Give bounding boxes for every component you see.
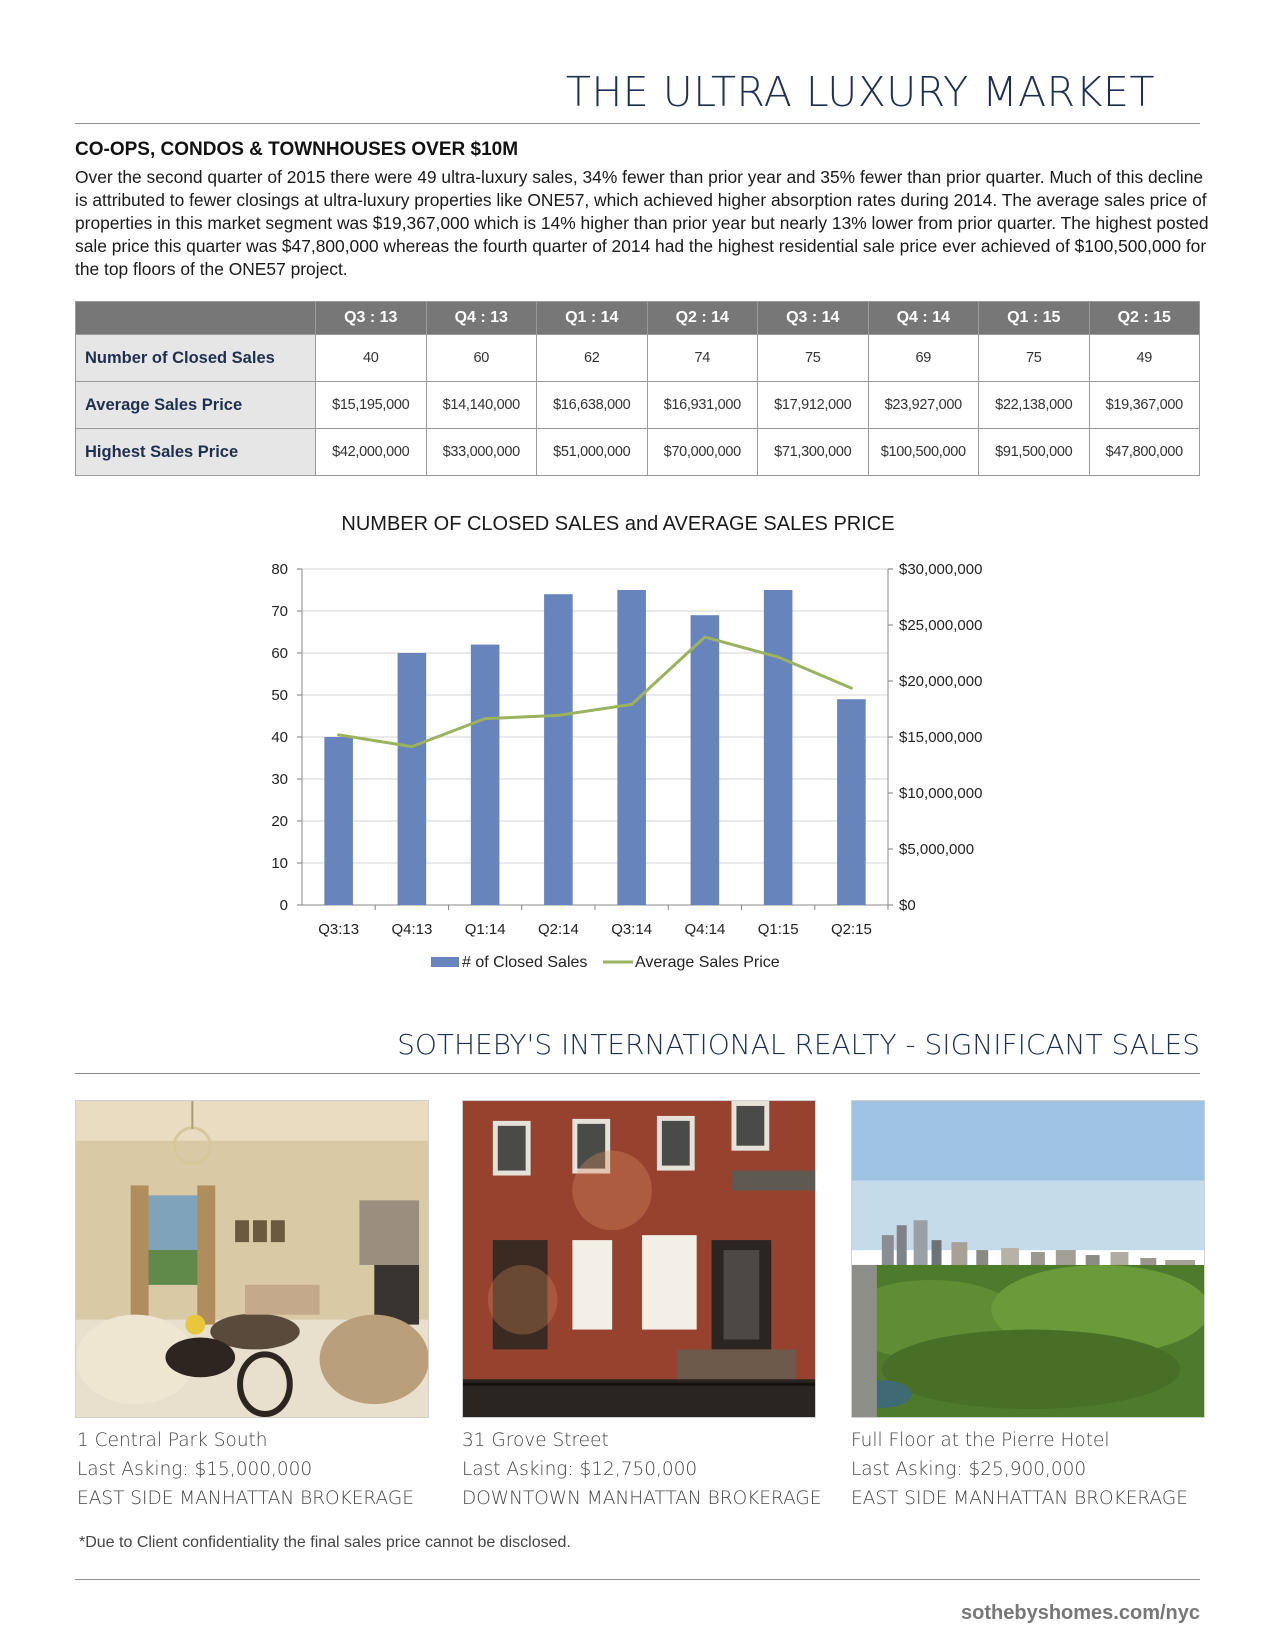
table-cell: 69 <box>868 335 979 382</box>
table-header-cell: Q4 : 13 <box>426 302 537 335</box>
significant-sales-title: SOTHEBY'S INTERNATIONAL REALTY - SIGNIFICANT SALES <box>397 1028 1200 1061</box>
table-cell: $51,000,000 <box>537 429 648 476</box>
legend-bar-swatch <box>431 957 459 967</box>
table-cell: $42,000,000 <box>316 429 427 476</box>
table-cell: $23,927,000 <box>868 382 979 429</box>
intro-paragraph: Over the second quarter of 2015 there were 49 ultra-luxury sales, 34% fewer than prior year and 35% fewer than prior quarter. Much of this decline is attributed to fewer closings at ultra-luxury properties like ONE57, which achieved higher absorption rates during 2014. The average sales price of properties in this market segment was $19,367,000 which is 14% higher than prior year but nearly 13% lower from prior quarter. The highest posted sale price this quarter was $47,800,000 whereas the fourth quarter of 2014 had the highest residential sale price ever achieved of $100,500,000 for the top floors of the ONE57 project. <box>75 167 1209 279</box>
sales-divider <box>75 1073 1200 1074</box>
line-point <box>630 703 633 706</box>
chart-title: NUMBER OF CLOSED SALES and AVERAGE SALES PRICE <box>341 513 895 535</box>
title-divider <box>75 123 1200 124</box>
table-header-cell: Q1 : 14 <box>537 302 648 335</box>
y-tick-label: 60 <box>271 645 288 662</box>
y2-tick-label: $10,000,000 <box>899 785 983 802</box>
bar <box>691 615 720 905</box>
x-tick-label: Q4:14 <box>684 921 726 938</box>
x-tick-label: Q4:13 <box>391 921 433 938</box>
listing-brokerage: EAST SIDE MANHATTAN BROKERAGE <box>77 1488 414 1509</box>
y2-tick-label: $5,000,000 <box>899 841 975 858</box>
line-point <box>557 714 560 717</box>
table-cell: $22,138,000 <box>979 382 1090 429</box>
table-corner-cell <box>76 302 316 335</box>
bar <box>398 653 427 905</box>
legend-bar-label: # of Closed Sales <box>462 954 588 971</box>
footer-divider <box>75 1579 1200 1580</box>
listing-2 <box>462 1426 822 1513</box>
table-cell: $47,800,000 <box>1089 429 1200 476</box>
table-header-cell: Q3 : 13 <box>316 302 427 335</box>
table-header-cell: Q3 : 14 <box>758 302 869 335</box>
table-cell: 49 <box>1089 335 1200 382</box>
table-cell: $15,195,000 <box>316 382 427 429</box>
table-header-row <box>76 302 1200 335</box>
chart-svg <box>0 500 1275 1000</box>
photo-grove-street <box>462 1100 816 1418</box>
table-header-cell: Q1 : 15 <box>979 302 1090 335</box>
line-point <box>337 733 340 736</box>
y2-tick-label: $20,000,000 <box>899 673 983 690</box>
table-cell: $91,500,000 <box>979 429 1090 476</box>
table-cell: $16,931,000 <box>647 382 758 429</box>
listing-brokerage: DOWNTOWN MANHATTAN BROKERAGE <box>462 1488 822 1509</box>
table-header-cell: Q2 : 14 <box>647 302 758 335</box>
x-tick-label: Q2:15 <box>830 921 872 938</box>
section-heading: CO-OPS, CONDOS & TOWNHOUSES OVER $10M <box>75 139 519 160</box>
y-tick-label: 40 <box>271 729 288 746</box>
x-tick-label: Q3:14 <box>611 921 653 938</box>
row-label: Highest Sales Price <box>76 429 316 476</box>
photo-central-park-south <box>75 1100 429 1418</box>
listing-brokerage: EAST SIDE MANHATTAN BROKERAGE <box>851 1488 1188 1509</box>
row-label: Number of Closed Sales <box>76 335 316 382</box>
photo-pierre-hotel <box>851 1100 1205 1418</box>
table-cell: 75 <box>758 335 869 382</box>
line-point <box>484 717 487 720</box>
listing-name: 1 Central Park South <box>77 1430 268 1451</box>
page-title: THE ULTRA LUXURY MARKET <box>565 68 1155 116</box>
table-cell: $16,638,000 <box>537 382 648 429</box>
line-point <box>850 687 853 690</box>
y2-tick-label: $0 <box>899 897 916 914</box>
bar <box>617 590 646 905</box>
line-point <box>703 636 706 639</box>
y-tick-label: 50 <box>271 687 288 704</box>
listing-name: Full Floor at the Pierre Hotel <box>851 1430 1110 1451</box>
bar <box>544 594 573 905</box>
table-cell: $33,000,000 <box>426 429 537 476</box>
y-tick-label: 30 <box>271 771 288 788</box>
table-row-highest-price <box>76 429 1200 476</box>
y-tick-label: 10 <box>271 855 288 872</box>
table-cell: 60 <box>426 335 537 382</box>
line-point <box>777 656 780 659</box>
x-tick-label: Q3:13 <box>318 921 360 938</box>
table-cell: $70,000,000 <box>647 429 758 476</box>
table-cell: $17,912,000 <box>758 382 869 429</box>
table-header-cell: Q2 : 15 <box>1089 302 1200 335</box>
table-cell: 40 <box>316 335 427 382</box>
bar <box>471 645 500 905</box>
x-tick-label: Q2:14 <box>537 921 579 938</box>
y2-tick-label: $30,000,000 <box>899 561 983 578</box>
line-point <box>410 745 413 748</box>
y2-tick-label: $25,000,000 <box>899 617 983 634</box>
x-tick-label: Q1:15 <box>757 921 799 938</box>
table-row-average-price <box>76 382 1200 429</box>
legend-line-label: Average Sales Price <box>635 954 780 971</box>
table-cell: 74 <box>647 335 758 382</box>
confidentiality-footnote: *Due to Client confidentiality the final sales price cannot be disclosed. <box>79 1534 571 1551</box>
table-cell: 62 <box>537 335 648 382</box>
bar <box>764 590 793 905</box>
footer-url[interactable]: sothebyshomes.com/nyc <box>961 1602 1200 1624</box>
listing-name: 31 Grove Street <box>462 1430 609 1451</box>
y2-tick-label: $15,000,000 <box>899 729 983 746</box>
table-cell: $14,140,000 <box>426 382 537 429</box>
listing-asking: Last Asking: $25,900,000 <box>851 1459 1087 1480</box>
table-cell: 75 <box>979 335 1090 382</box>
y-tick-label: 20 <box>271 813 288 830</box>
table-row-closed-sales <box>76 335 1200 382</box>
y-tick-label: 70 <box>271 603 288 620</box>
bar <box>837 699 866 905</box>
table-cell: $19,367,000 <box>1089 382 1200 429</box>
x-tick-label: Q1:14 <box>464 921 506 938</box>
ultra-luxury-table <box>75 301 1200 476</box>
combo-chart <box>0 500 1275 1000</box>
table-header-cell: Q4 : 14 <box>868 302 979 335</box>
y-tick-label: 0 <box>279 897 288 914</box>
listing-1 <box>77 1426 437 1513</box>
listing-3 <box>851 1426 1211 1513</box>
listing-asking: Last Asking: $12,750,000 <box>462 1459 698 1480</box>
listing-asking: Last Asking: $15,000,000 <box>77 1459 313 1480</box>
table-cell: $100,500,000 <box>868 429 979 476</box>
bar <box>324 737 353 905</box>
y-tick-label: 80 <box>271 561 288 578</box>
row-label: Average Sales Price <box>76 382 316 429</box>
table-cell: $71,300,000 <box>758 429 869 476</box>
